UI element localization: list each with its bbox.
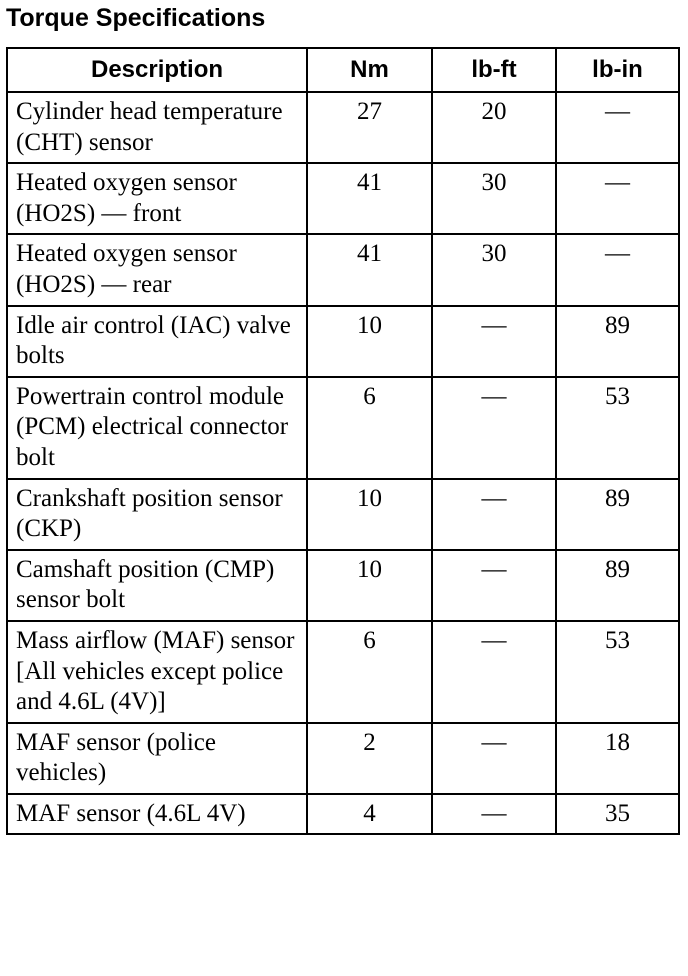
cell-lb-ft: 30	[432, 163, 556, 234]
page-title: Torque Specifications	[6, 4, 266, 32]
cell-description: Crankshaft position sensor (CKP)	[7, 479, 307, 550]
cell-lb-in: 53	[556, 377, 679, 479]
table-row	[7, 377, 679, 479]
cell-nm: 4	[307, 794, 432, 835]
cell-lb-ft: —	[432, 377, 556, 479]
cell-lb-in: 53	[556, 621, 679, 723]
table-row	[7, 92, 679, 163]
header-description: Description	[7, 48, 307, 92]
cell-lb-ft: —	[432, 723, 556, 794]
cell-description: Mass airflow (MAF) sensor [All vehicles except police and 4.6L (4V)]	[7, 621, 307, 723]
cell-nm: 10	[307, 550, 432, 621]
cell-lb-ft: —	[432, 621, 556, 723]
table-row	[7, 794, 679, 835]
cell-lb-ft: —	[432, 550, 556, 621]
cell-lb-in: 89	[556, 306, 679, 377]
cell-lb-ft: 20	[432, 92, 556, 163]
table-row	[7, 550, 679, 621]
cell-nm: 41	[307, 234, 432, 305]
cell-nm: 6	[307, 377, 432, 479]
cell-nm: 27	[307, 92, 432, 163]
cell-lb-ft: —	[432, 794, 556, 835]
cell-lb-in: 18	[556, 723, 679, 794]
table-row	[7, 723, 679, 794]
cell-nm: 2	[307, 723, 432, 794]
table-row	[7, 234, 679, 305]
torque-spec-table	[6, 47, 680, 835]
cell-lb-in: 89	[556, 479, 679, 550]
cell-nm: 10	[307, 306, 432, 377]
cell-lb-ft: —	[432, 306, 556, 377]
cell-description: Heated oxygen sensor (HO2S) — front	[7, 163, 307, 234]
cell-description: Cylinder head temperature (CHT) sensor	[7, 92, 307, 163]
header-nm: Nm	[307, 48, 432, 92]
cell-description: MAF sensor (police vehicles)	[7, 723, 307, 794]
cell-description: Idle air control (IAC) valve bolts	[7, 306, 307, 377]
header-lb-in: lb-in	[556, 48, 679, 92]
table-row	[7, 306, 679, 377]
cell-lb-ft: —	[432, 479, 556, 550]
cell-lb-in: —	[556, 234, 679, 305]
table-row	[7, 621, 679, 723]
cell-lb-in: —	[556, 92, 679, 163]
cell-nm: 6	[307, 621, 432, 723]
cell-description: Camshaft position (CMP) sensor bolt	[7, 550, 307, 621]
cell-nm: 10	[307, 479, 432, 550]
table-row	[7, 163, 679, 234]
cell-lb-in: 89	[556, 550, 679, 621]
cell-lb-in: 35	[556, 794, 679, 835]
header-lb-ft: lb-ft	[432, 48, 556, 92]
cell-lb-ft: 30	[432, 234, 556, 305]
cell-nm: 41	[307, 163, 432, 234]
cell-description: MAF sensor (4.6L 4V)	[7, 794, 307, 835]
cell-lb-in: —	[556, 163, 679, 234]
cell-description: Heated oxygen sensor (HO2S) — rear	[7, 234, 307, 305]
cell-description: Powertrain control module (PCM) electrical connector bolt	[7, 377, 307, 479]
table-header-row	[7, 48, 679, 92]
table-row	[7, 479, 679, 550]
